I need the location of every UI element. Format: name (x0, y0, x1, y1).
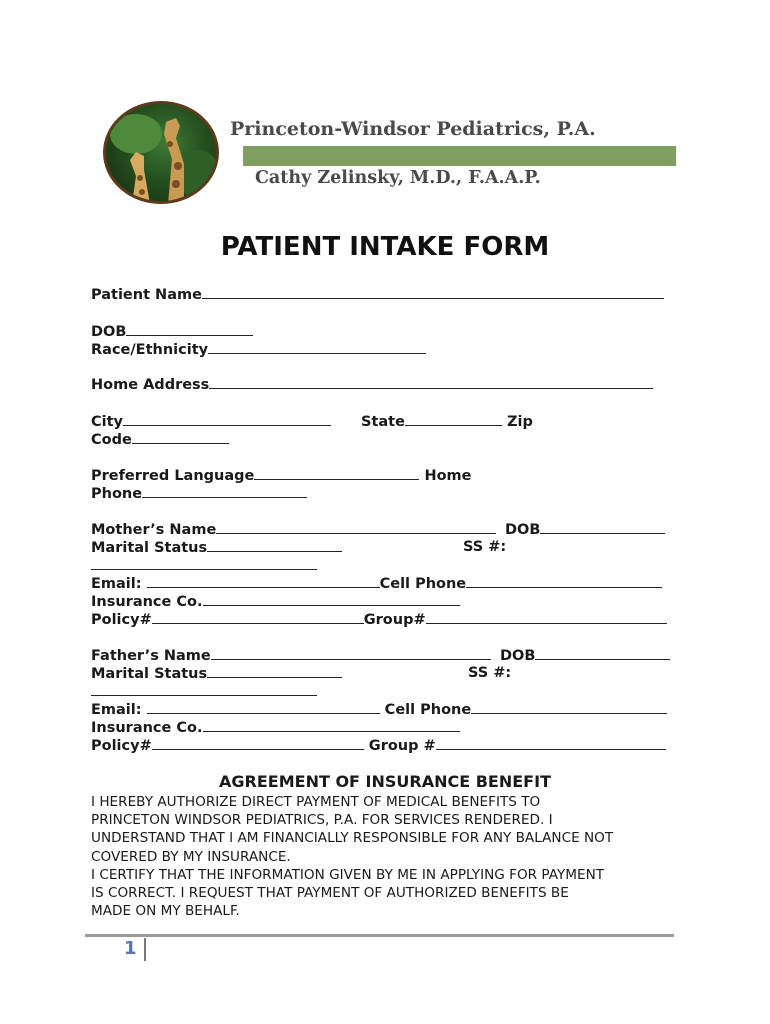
father-insurance-row (91, 718, 460, 737)
mother-ss-label: SS #: (463, 539, 507, 555)
father-marital-label: Marital Status (91, 666, 208, 682)
father-dob-row (500, 646, 670, 665)
mother-email-row (91, 574, 662, 593)
patient-name-label: Patient Name (91, 287, 202, 303)
giraffe-emblem-icon (103, 101, 219, 204)
page-number: 1 (124, 938, 137, 959)
father-group-field[interactable] (436, 736, 666, 750)
father-ss-label: SS #: (468, 665, 512, 681)
mother-group-field[interactable] (426, 610, 667, 624)
zip-code-field[interactable] (132, 430, 229, 444)
mother-name-row (91, 520, 496, 539)
mother-ss-field[interactable] (91, 556, 317, 570)
home-label: Home (424, 468, 472, 484)
page-title: PATIENT INTAKE FORM (220, 232, 550, 262)
race-field[interactable] (208, 340, 426, 354)
mother-insurance-field[interactable] (203, 592, 460, 606)
dob-row (91, 322, 253, 341)
mother-dob-field[interactable] (540, 520, 665, 534)
city-label: City (91, 414, 123, 430)
father-policy-label: Policy# (91, 738, 152, 754)
mother-insurance-label: Insurance Co. (91, 594, 203, 610)
father-ss-line-row (91, 682, 317, 701)
mother-name-field[interactable] (216, 520, 496, 534)
mother-group-label: Group# (363, 612, 426, 628)
mother-cell-label: Cell Phone (379, 576, 467, 592)
agreement-line: COVERED BY MY INSURANCE. (91, 848, 291, 865)
father-ss-field[interactable] (91, 682, 317, 696)
mother-email-field[interactable] (147, 574, 380, 588)
father-dob-field[interactable] (535, 646, 670, 660)
zip-label: Zip (507, 414, 533, 430)
home-address-label: Home Address (91, 377, 210, 393)
state-row (361, 412, 533, 431)
phone-row (91, 484, 307, 503)
mother-marital-field[interactable] (207, 538, 342, 552)
mother-policy-row (91, 610, 667, 629)
practice-name: Princeton-Windsor Pediatrics, P.A. (230, 118, 596, 140)
language-label: Preferred Language (91, 468, 255, 484)
mother-policy-label: Policy# (91, 612, 152, 628)
father-email-field[interactable] (147, 700, 380, 714)
father-policy-row (91, 736, 666, 755)
agreement-title: AGREEMENT OF INSURANCE BENEFIT (219, 772, 551, 791)
patient-name-field[interactable] (202, 285, 664, 299)
mother-cell-field[interactable] (466, 574, 662, 588)
agreement-line: I HEREBY AUTHORIZE DIRECT PAYMENT OF MEDICAL BENEFITS TO (91, 794, 541, 810)
agreement-text (91, 793, 691, 920)
father-marital-row (91, 664, 342, 683)
state-label: State (361, 414, 405, 430)
agreement-line: I CERTIFY THAT THE INFORMATION GIVEN BY ME IN APPLYING FOR PAYMENT (91, 866, 605, 883)
home-phone-field[interactable] (142, 484, 307, 498)
practice-logo (93, 98, 678, 206)
race-row (91, 340, 426, 359)
state-field[interactable] (405, 412, 502, 426)
city-row (91, 412, 331, 431)
home-address-field[interactable] (209, 375, 653, 389)
agreement-line: UNDERSTAND THAT I AM FINANCIALLY RESPONSIBLE FOR ANY BALANCE NOT (91, 830, 614, 847)
father-dob-label: DOB (500, 648, 536, 664)
father-group-label: Group # (368, 738, 436, 754)
father-name-row (91, 646, 491, 665)
father-policy-field[interactable] (152, 736, 364, 750)
code-label: Code (91, 432, 132, 448)
language-field[interactable] (254, 466, 419, 480)
mother-name-label: Mother’s Name (91, 522, 217, 538)
dob-label: DOB (91, 324, 127, 340)
mother-ss-row (463, 538, 506, 556)
father-insurance-label: Insurance Co. (91, 720, 203, 736)
mother-insurance-row (91, 592, 460, 611)
race-label: Race/Ethnicity (91, 342, 209, 358)
page-number-divider (144, 938, 146, 961)
doctor-name: Cathy Zelinsky, M.D., F.A.A.P. (255, 168, 541, 188)
patient-name-row (91, 285, 664, 304)
phone-label: Phone (91, 486, 143, 502)
mother-policy-field[interactable] (152, 610, 364, 624)
father-name-field[interactable] (211, 646, 491, 660)
mother-dob-label: DOB (505, 522, 541, 538)
mother-marital-label: Marital Status (91, 540, 208, 556)
father-email-row (91, 700, 667, 719)
mother-ss-line-row (91, 556, 317, 575)
code-row (91, 430, 229, 449)
mother-dob-row (505, 520, 665, 539)
language-row (91, 466, 471, 485)
father-ss-row (468, 664, 511, 682)
mother-email-label: Email: (91, 576, 142, 592)
father-cell-label: Cell Phone (384, 702, 472, 718)
agreement-line: IS CORRECT. I REQUEST THAT PAYMENT OF AUTHORIZED BENEFITS BE (91, 885, 569, 902)
dob-field[interactable] (126, 322, 253, 336)
mother-marital-row (91, 538, 342, 557)
father-marital-field[interactable] (207, 664, 342, 678)
home-address-row (91, 375, 653, 394)
father-email-label: Email: (91, 702, 142, 718)
agreement-line: PRINCETON WINDSOR PEDIATRICS, P.A. FOR SERVICES RENDERED. I (91, 812, 553, 829)
father-name-label: Father’s Name (91, 648, 211, 664)
agreement-line: MADE ON MY BEHALF. (91, 903, 240, 920)
logo-band (243, 146, 676, 166)
father-cell-field[interactable] (471, 700, 667, 714)
footer-divider (85, 934, 674, 937)
city-field[interactable] (123, 412, 331, 426)
father-insurance-field[interactable] (203, 718, 460, 732)
